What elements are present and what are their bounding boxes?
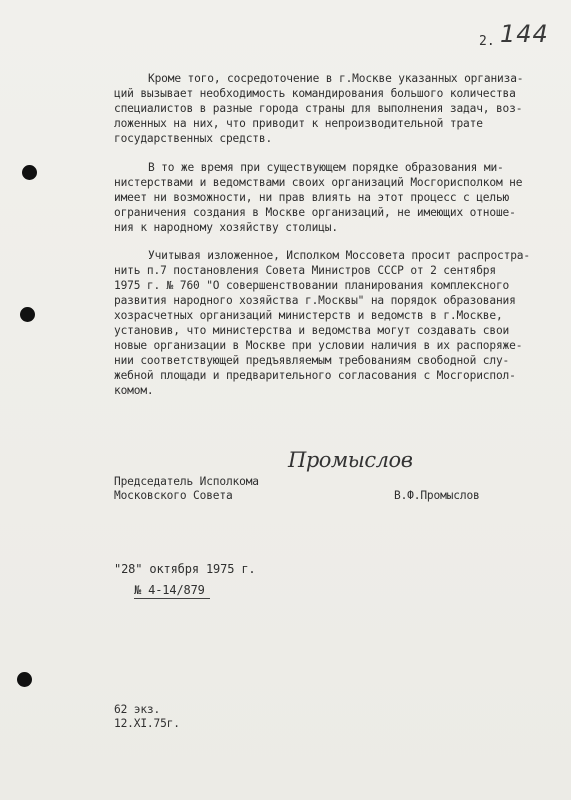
copies-count: 62 экз. bbox=[114, 703, 161, 716]
copies-date: 12.XI.75г. bbox=[114, 717, 180, 730]
body-line: ложенных на них, что приводит к непроизводительной трате bbox=[114, 117, 483, 130]
body-line: ций вызывает необходимость командирования большого количества bbox=[114, 87, 516, 100]
document-number: № 4-14/879 bbox=[134, 583, 205, 597]
page-number: 2. bbox=[479, 34, 495, 49]
signatory-name: В.Ф.Промыслов bbox=[394, 489, 480, 502]
body-line: специалистов в разные города страны для выполнения задач, воз- bbox=[114, 102, 523, 115]
body-line: нить п.7 постановления Совета Министров СССР от 2 сентября bbox=[114, 264, 496, 277]
body-line: жебной площади и предварительного согласования с Мосгориспол- bbox=[114, 369, 516, 382]
body-line: имеет ни возможности, ни прав влиять на этот процесс с целью bbox=[114, 191, 510, 204]
body-line: нии соответствующей предъявляемым требованиям свободной слу- bbox=[114, 354, 510, 367]
body-line: развития народного хозяйства г.Москвы" на порядок образования bbox=[114, 294, 516, 307]
body-line: 1975 г. № 760 "О совершенствовании планирования комплексного bbox=[114, 279, 510, 292]
punch-hole-top bbox=[22, 165, 37, 180]
body-line: хозрасчетных организаций министерств и ведомств в г.Москве, bbox=[114, 309, 503, 322]
body-line: Учитывая изложенное, Исполком Моссовета просит распростра- bbox=[148, 249, 530, 262]
punch-hole-middle bbox=[20, 307, 35, 322]
archive-number: 144 bbox=[500, 20, 549, 48]
body-line: нистерствами и ведомствами своих организаций Мосгорисполком не bbox=[114, 176, 523, 189]
body-line: новые организации в Москве при условии наличия в их распоряже- bbox=[114, 339, 523, 352]
body-line: комом. bbox=[114, 384, 154, 397]
body-line: ния к народному хозяйству столицы. bbox=[114, 221, 338, 234]
document-date: "28" октября 1975 г. bbox=[114, 562, 256, 576]
document-number-underline bbox=[134, 598, 210, 599]
body-line: государственных средств. bbox=[114, 132, 273, 145]
body-line: Кроме того, сосредоточение в г.Москве указанных организа- bbox=[148, 72, 524, 85]
handwritten-signature: Промыслов bbox=[288, 448, 413, 472]
signatory-title-line2: Московского Совета bbox=[114, 489, 233, 502]
body-line: установив, что министерства и ведомства могут создавать свои bbox=[114, 324, 510, 337]
body-line: В то же время при существующем порядке образования ми- bbox=[148, 161, 504, 174]
punch-hole-bottom bbox=[17, 672, 32, 687]
signatory-title-line1: Председатель Исполкома bbox=[114, 475, 259, 488]
body-line: ограничения создания в Москве организаций, не имеющих отноше- bbox=[114, 206, 516, 219]
